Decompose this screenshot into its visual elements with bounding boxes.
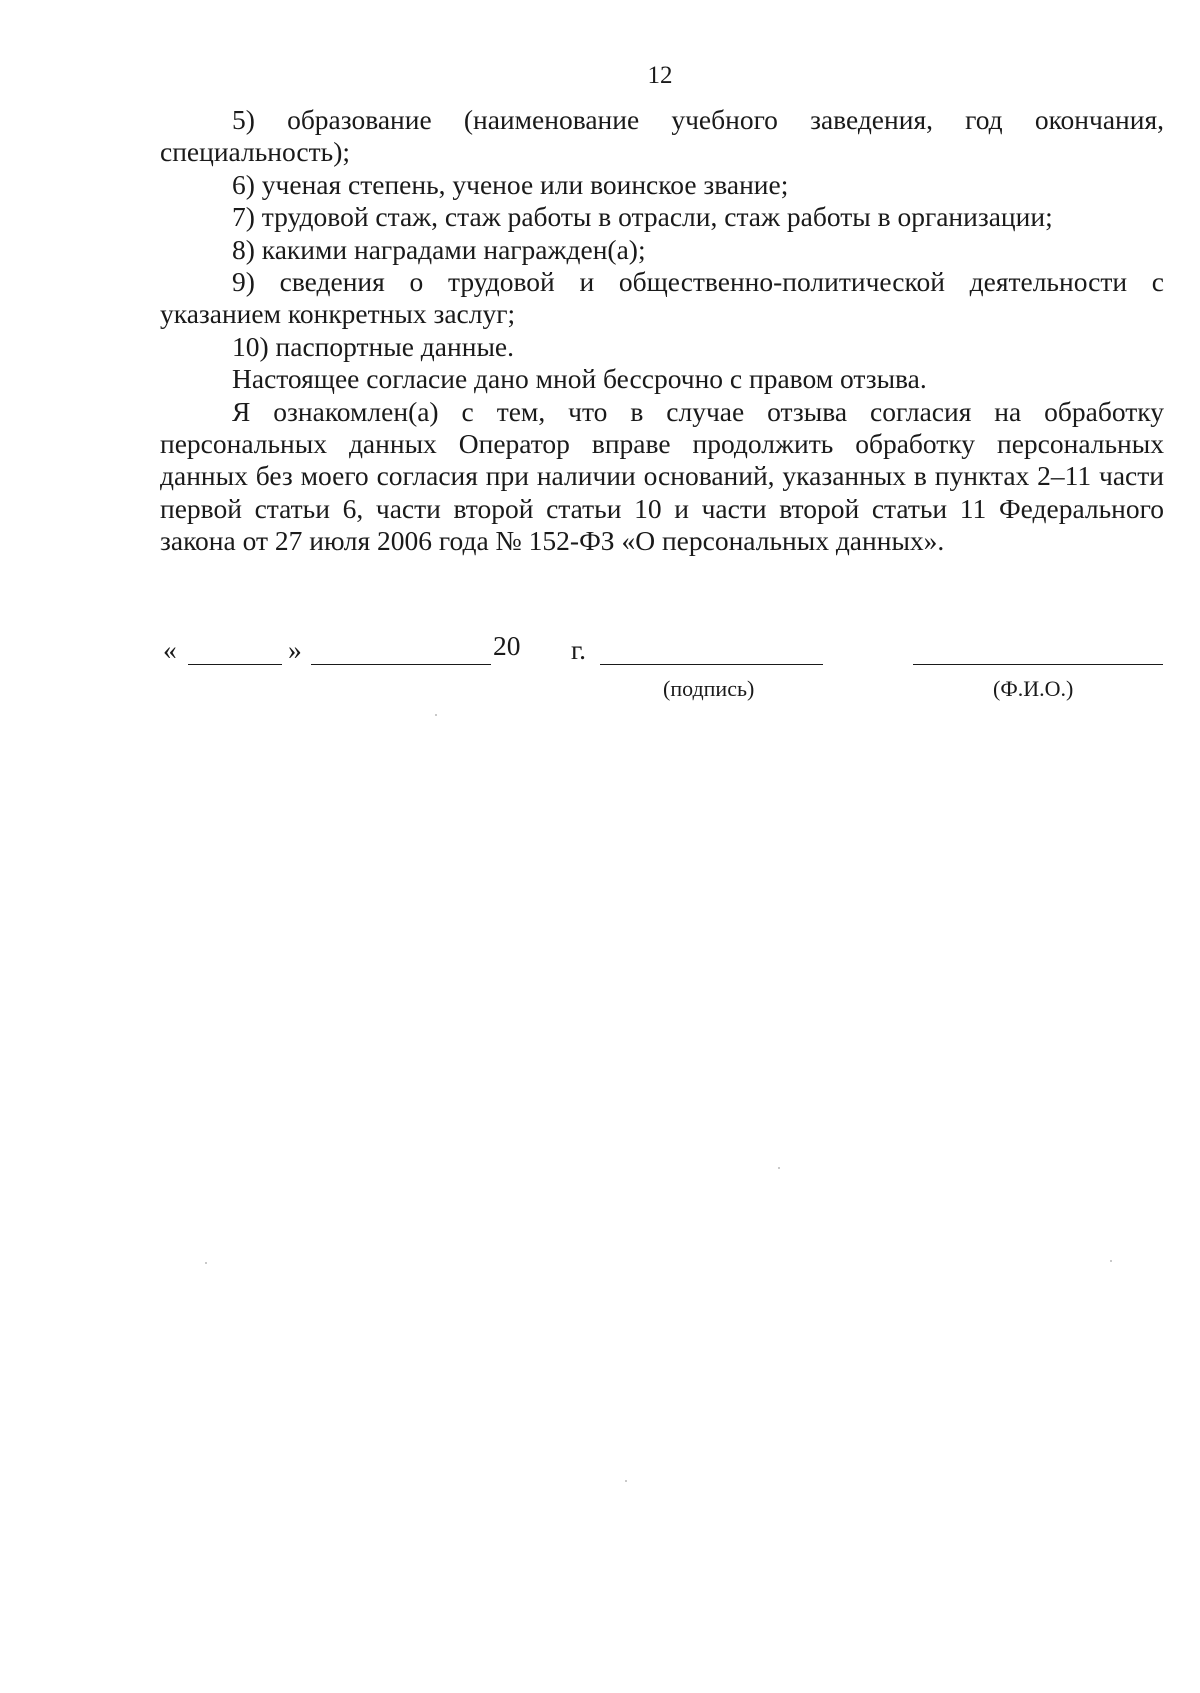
page-number: 12 xyxy=(647,62,673,89)
date-year-suffix: г. xyxy=(571,634,587,665)
list-item-experience: 7) трудовой стаж, стаж работы в отрасли, стаж работы в организации; xyxy=(232,201,1053,233)
scan-speck xyxy=(1110,1260,1112,1262)
date-open-quote: « xyxy=(163,634,177,665)
document-body xyxy=(160,104,1164,558)
signature-caption: (подпись) xyxy=(663,676,755,701)
date-close-quote: » xyxy=(288,634,302,665)
date-day-line xyxy=(188,664,282,665)
scan-speck xyxy=(625,1480,627,1482)
scan-speck xyxy=(205,1262,207,1264)
scan-speck xyxy=(778,1167,780,1169)
consent-term-paragraph: Настоящее согласие дано мной бессрочно с правом отзыва. xyxy=(232,363,927,395)
list-item-activity: 9) сведения о трудовой и общественно-политической деятельности с указанием конкретных заслуг; xyxy=(160,266,1164,330)
list-item-education: 5) образование (наименование учебного заведения, год окончания, специальность); xyxy=(160,104,1164,168)
list-item-passport: 10) паспортные данные. xyxy=(232,330,514,362)
signature-block xyxy=(0,630,1200,714)
list-item-awards: 8) какими наградами награжден(а); xyxy=(232,233,646,265)
date-month-line xyxy=(311,664,491,665)
consent-withdrawal-paragraph: Я ознакомлен(а) с тем, что в случае отзыва согласия на обработку персональных данных Оператор вправе продолжить обработку персональных данных без моего согласия при наличии оснований, указанных в пунктах 2–11 части первой статьи 6, части второй статьи 10 и части второй статьи 11 Федерального закона от 27 июля 2006 года № 152-ФЗ «О персональных данных». xyxy=(160,395,1164,557)
date-year-prefix: 20 xyxy=(493,630,521,661)
scan-speck xyxy=(435,714,437,716)
signature-line xyxy=(600,664,823,665)
full-name-line xyxy=(913,664,1163,665)
full-name-caption: (Ф.И.О.) xyxy=(993,676,1074,701)
list-item-degree: 6) ученая степень, ученое или воинское звание; xyxy=(232,168,789,200)
